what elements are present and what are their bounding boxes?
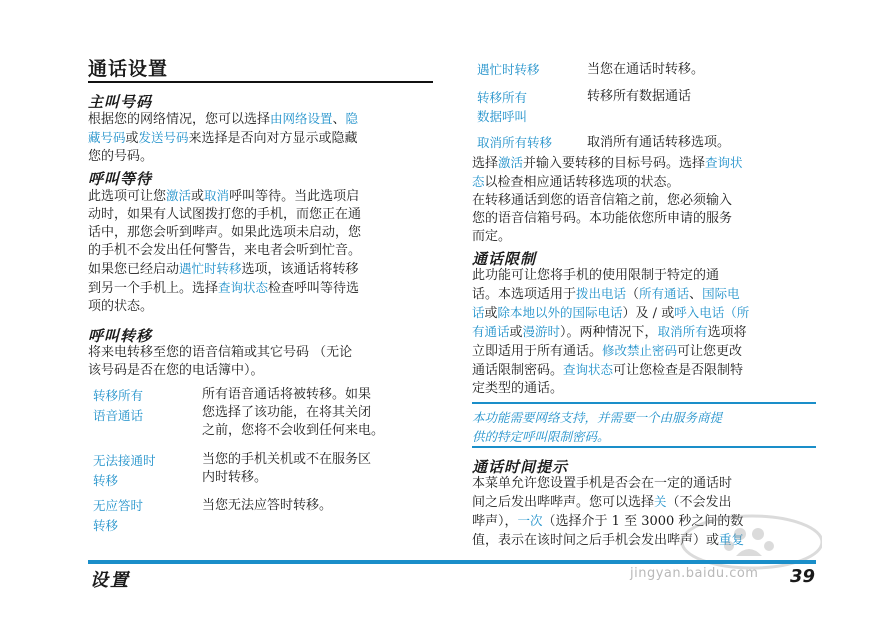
text: 该号码是否在您的电话簿中）。: [88, 363, 264, 378]
paragraph-call-forward: [88, 344, 433, 380]
paragraph-call-barring: [472, 267, 816, 398]
text: 以检查相应通话转移选项的状态。: [484, 175, 680, 190]
text: 话中，那您会听到哔声。如果此选项未启动，您: [88, 225, 362, 240]
option-international: 国际电: [702, 286, 740, 301]
option-roaming: 漫游时: [522, 324, 561, 339]
text: 定类型的通话。: [472, 381, 564, 396]
text: ）及 / 或: [622, 306, 675, 321]
text: （选择介于 1 至 3000 秒之间的数: [542, 514, 744, 529]
desc-cancel-all-forward: 取消所有通话转移选项。: [587, 135, 731, 150]
option-activate: 激活: [166, 188, 192, 203]
desc-line: 之前，您将不会收到任何来电。: [202, 423, 385, 438]
paragraph-forward-usage: [472, 154, 816, 246]
desc-line: 当您的手机关机或不在服务区: [202, 452, 372, 467]
text: 或: [125, 131, 139, 146]
option-cancel-all: 取消所有: [657, 324, 708, 339]
footer-bar: [88, 560, 816, 564]
network-note: [472, 408, 816, 446]
text: 立即适用于所有通话。: [472, 344, 603, 359]
text: 项的状态。: [88, 299, 154, 314]
text: 如果您已经启动: [88, 262, 180, 277]
text: 哔声），: [472, 514, 518, 529]
footer-section-title: 设置: [90, 570, 130, 591]
option-all-calls-open: （所: [724, 305, 750, 320]
desc-forward-unreachable: [202, 451, 434, 487]
paragraph-caller-id: [88, 110, 433, 166]
option-outgoing-calls: 拨出电话: [576, 286, 627, 301]
option-off: 关: [654, 494, 667, 509]
section-heading-call-waiting: 呼叫等待: [88, 170, 153, 188]
text: 、: [332, 112, 346, 127]
text: 来选择是否向对方显示或隐藏: [188, 131, 358, 146]
term-line: 转移: [93, 518, 119, 533]
desc-line: 所有语音通话将被转移。如果: [202, 387, 372, 402]
term-forward-all-voice: [93, 386, 143, 426]
option-all-calls: 所有通话: [639, 286, 690, 301]
text: 此选项可让您: [88, 189, 167, 204]
text: 话。本选项适用于: [472, 287, 577, 302]
desc-line: 当您无法应答时转移。: [202, 498, 333, 513]
term-forward-unreachable: [93, 451, 156, 491]
option-once: 一次: [517, 513, 543, 528]
text: 并输入要转移的目标号码。选择: [523, 156, 706, 171]
option-incoming-calls: 呼入电话: [674, 305, 725, 320]
section-heading-call-barring: 通话限制: [472, 250, 537, 268]
desc-forward-busy: 当您在通话时转移。: [587, 62, 705, 77]
section-heading-call-timer: 通话时间提示: [472, 458, 569, 476]
note-top-rule: [472, 402, 816, 404]
text: 您的号码。: [88, 149, 154, 164]
text: 根据您的网络情况，您可以选择: [88, 112, 271, 127]
option-all-calls-cont: 有通话: [472, 324, 510, 339]
text: （不会发出: [666, 495, 732, 510]
note-bottom-rule: [472, 446, 816, 448]
option-check-status: 查询状态: [218, 280, 269, 295]
text: 可让您更改: [677, 344, 743, 359]
text: 或: [484, 306, 498, 321]
option-check-status: 查询状态: [563, 362, 614, 377]
text: 呼叫等待。当此选项启: [229, 189, 360, 204]
text: 选择: [472, 156, 499, 171]
option-repeat: 重复: [719, 532, 745, 547]
section-heading-caller-id: 主叫号码: [88, 93, 153, 111]
term-line: 无法接通时: [93, 453, 156, 468]
section-heading-call-forward: 呼叫转移: [88, 327, 153, 345]
term-line: 转移所有: [93, 388, 144, 403]
text: 可让您检查是否限制特: [613, 363, 744, 378]
option-check-status-cont: 态: [472, 174, 485, 189]
text: 或: [191, 189, 205, 204]
term-forward-all-data: [477, 88, 527, 126]
text: 动时，如果有人试图拨打您的手机，而您正在通: [88, 207, 362, 222]
term-line: 无应答时: [93, 498, 144, 513]
text: 将来电转移至您的语音信箱或其它号码 （无论: [88, 345, 353, 360]
text: 本菜单允许您设置手机是否会在一定的通话时: [472, 476, 733, 491]
option-activate: 激活: [498, 155, 524, 170]
title-divider: [88, 81, 433, 83]
term-line: 数据呼叫: [477, 109, 528, 124]
term-cancel-all-forward: 取消所有转移: [477, 135, 553, 150]
text: 此功能可让您将手机的使用限制于特定的通: [472, 268, 720, 283]
term-forward-no-answer: [93, 496, 143, 536]
text: ）。两种情况下，: [560, 325, 658, 340]
option-check-status: 查询状: [705, 155, 743, 170]
option-send-number: 发送号码: [138, 130, 189, 145]
text: 选项将: [707, 325, 747, 340]
term-line: 转移所有: [477, 90, 528, 105]
term-forward-busy: 遇忙时转移: [477, 62, 540, 77]
page-number: 39: [790, 566, 816, 587]
desc-forward-all-data: 转移所有数据通话: [587, 89, 692, 104]
text: 到另一个手机上。选择: [88, 281, 219, 296]
term-line: 转移: [93, 473, 119, 488]
text: 在转移通话到您的语音信箱之前，您必须输入: [472, 193, 733, 208]
text: 通话限制密码。: [472, 363, 564, 378]
option-change-barring-password: 修改禁止密码: [602, 343, 678, 358]
text: 您的语音信箱号码。本功能依您所申请的服务: [472, 211, 733, 226]
option-hide-number: 隐: [345, 111, 359, 126]
desc-forward-all-voice: [202, 386, 434, 440]
desc-line: 内时转移。: [202, 470, 268, 485]
note-line: 本功能需要网络支持，并需要一个由服务商提: [472, 410, 723, 425]
text: 间之后发出哔哔声。您可以选择: [472, 495, 655, 510]
term-line: 语音通话: [93, 408, 144, 423]
text: 检查呼叫等待选: [268, 281, 360, 296]
desc-forward-no-answer: [202, 497, 434, 515]
paragraph-call-waiting: [88, 187, 433, 316]
page-title: 通话设置: [88, 58, 169, 80]
text: 值，表示在该时间之后手机会发出哔声）或: [472, 533, 720, 548]
option-forward-busy: 遇忙时转移: [179, 261, 242, 276]
text: （: [626, 287, 640, 302]
option-cancel: 取消: [204, 188, 230, 203]
text: 或: [509, 325, 523, 340]
watermark-text: jingyan.baidu.com: [630, 566, 759, 581]
option-network-setting: 由网络设置: [270, 111, 333, 126]
text: 选项，该通话将转移: [241, 262, 359, 277]
option-international-cont: 话: [472, 305, 485, 320]
text: 的手机不会发出任何警告，来电者会听到忙音。: [88, 243, 362, 258]
option-intl-except-home: 除本地以外的国际电话: [497, 305, 623, 320]
text: 、: [689, 287, 703, 302]
note-line: 供的特定呼叫限制密码。: [472, 429, 610, 444]
option-hide-number-cont: 藏号码: [88, 130, 126, 145]
text: 而定。: [472, 229, 512, 244]
desc-line: 您选择了该功能，在将其关闭: [202, 405, 372, 420]
